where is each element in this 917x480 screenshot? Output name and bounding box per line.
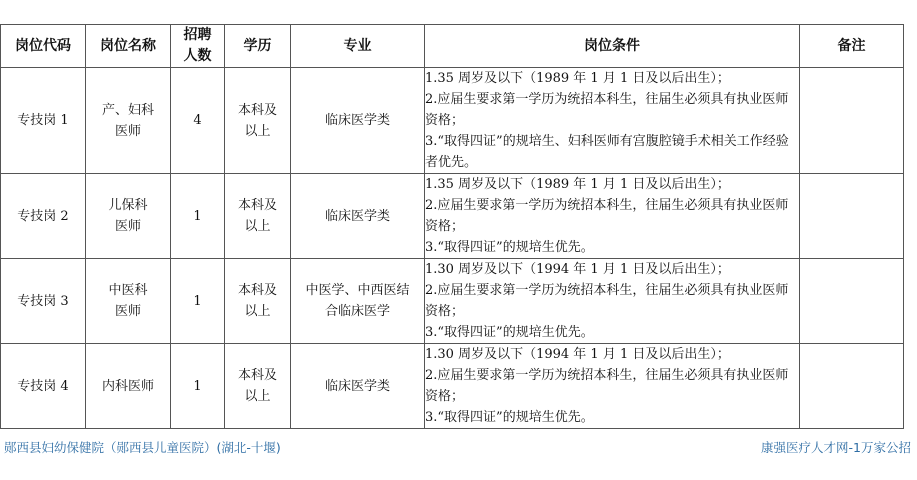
row-name (86, 174, 171, 259)
row-conditions (425, 344, 800, 429)
header-name: 岗位名称 (86, 25, 171, 68)
row-name-line1: 产、妇科 (101, 102, 154, 118)
table-row (1, 174, 904, 259)
row-major-line2: 合临床医学 (324, 304, 390, 319)
row-major-line1: 临床医学类 (324, 378, 390, 394)
row-major (291, 174, 425, 259)
condition-line: 2.应届生要求第一学历为统招本科生，往届生必须具有执业医师资格； (425, 92, 789, 128)
row-count: 1 (171, 259, 225, 344)
row-major-line1: 中医学、中西医结 (305, 283, 410, 298)
hospital-link[interactable]: 郧西县妇幼保健院（郧西县儿童医院）(湖北-十堰) (4, 440, 281, 455)
row-name (86, 68, 171, 174)
row-code: 专技岗 2 (1, 174, 86, 259)
row-notes (800, 344, 904, 429)
condition-line: 1.35 周岁及以下（1989 年 1 月 1 日及以后出生）； (425, 71, 730, 86)
row-code: 专技岗 1 (1, 68, 86, 174)
row-major (291, 259, 425, 344)
condition-line: 3.“取得四证”的规培生优先。 (425, 410, 594, 425)
header-count-line2: 人数 (183, 48, 212, 64)
row-edu-line1: 本科及 (237, 198, 277, 213)
row-major-line1: 临床医学类 (324, 208, 390, 224)
row-edu-line1: 本科及 (237, 102, 277, 118)
row-conditions (425, 174, 800, 259)
job-table (0, 24, 904, 429)
row-notes (800, 68, 904, 174)
row-notes (800, 259, 904, 344)
header-education: 学历 (225, 25, 291, 68)
table-row (1, 68, 904, 174)
row-conditions (425, 259, 800, 344)
header-major: 专业 (291, 25, 425, 68)
header-count-line1: 招聘 (183, 27, 212, 43)
row-major (291, 344, 425, 429)
row-major-line1: 临床医学类 (324, 113, 390, 128)
row-education (225, 174, 291, 259)
row-edu-line2: 以上 (244, 219, 271, 234)
row-edu-line1: 本科及 (237, 368, 277, 383)
row-edu-line2: 以上 (244, 304, 271, 319)
condition-line: 3.“取得四证”的规培生优先。 (425, 240, 594, 255)
condition-line: 3.“取得四证”的规培生优先。 (425, 325, 594, 340)
row-name-line2: 医师 (114, 123, 141, 139)
row-name-line1: 中医科 (108, 283, 148, 298)
row-name-line2: 医师 (114, 219, 141, 234)
condition-line: 1.30 周岁及以下（1994 年 1 月 1 日及以后出生）； (425, 262, 730, 277)
table-row (1, 344, 904, 429)
condition-line: 2.应届生要求第一学历为统招本科生，往届生必须具有执业医师资格； (425, 198, 789, 234)
row-count: 1 (171, 344, 225, 429)
site-link[interactable]: 康强医疗人才网-1万家公招 (761, 440, 911, 455)
row-notes (800, 174, 904, 259)
row-code: 专技岗 3 (1, 259, 86, 344)
row-count: 1 (171, 174, 225, 259)
condition-line: 1.35 周岁及以下（1989 年 1 月 1 日及以后出生）； (425, 177, 730, 192)
condition-line: 1.30 周岁及以下（1994 年 1 月 1 日及以后出生）； (425, 347, 730, 362)
row-education (225, 344, 291, 429)
header-count (171, 25, 225, 68)
row-education (225, 68, 291, 174)
row-edu-line1: 本科及 (237, 283, 277, 298)
row-name-line2: 医师 (114, 304, 141, 319)
row-count: 4 (171, 68, 225, 174)
row-name (86, 344, 171, 429)
row-edu-line2: 以上 (244, 123, 271, 139)
table-header-row (1, 25, 904, 68)
header-notes: 备注 (800, 25, 904, 68)
row-education (225, 259, 291, 344)
row-edu-line2: 以上 (244, 389, 271, 404)
row-name-line1: 儿保科 (108, 198, 148, 213)
row-code: 专技岗 4 (1, 344, 86, 429)
condition-line: 3.“取得四证”的规培生、妇科医师有宫腹腔镜手术相关工作经验者优先。 (425, 134, 789, 170)
row-name-line1: 内科医师 (101, 378, 154, 394)
row-major (291, 68, 425, 174)
condition-line: 2.应届生要求第一学历为统招本科生，往届生必须具有执业医师资格； (425, 368, 789, 404)
condition-line: 2.应届生要求第一学历为统招本科生，往届生必须具有执业医师资格； (425, 283, 789, 319)
row-name (86, 259, 171, 344)
table-row (1, 259, 904, 344)
header-conditions: 岗位条件 (425, 25, 800, 68)
row-conditions (425, 68, 800, 174)
header-code: 岗位代码 (1, 25, 86, 68)
